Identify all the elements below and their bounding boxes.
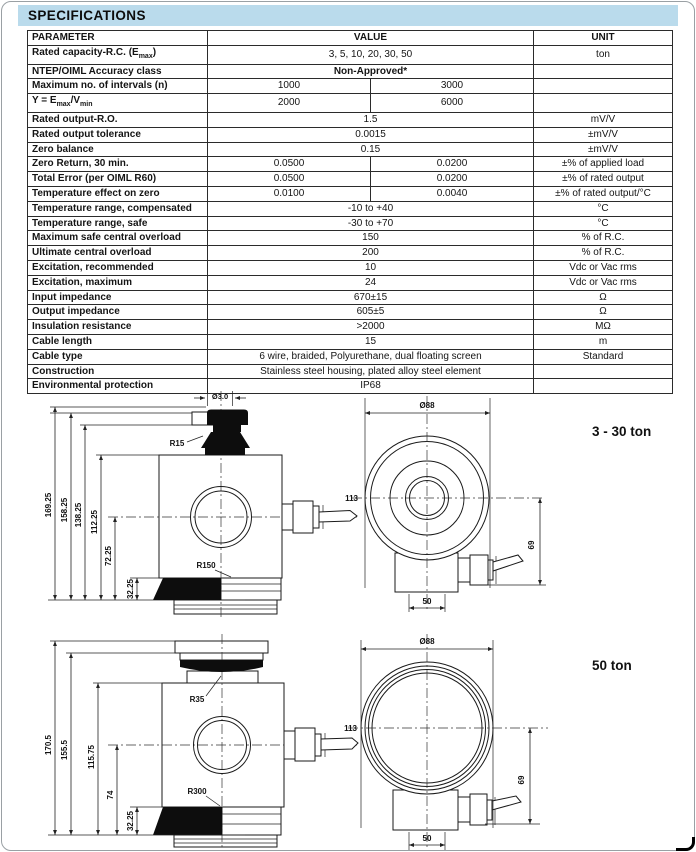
- spherical-base-black: [153, 578, 221, 600]
- value-cell: 15: [208, 334, 534, 349]
- value-cell: >2000: [208, 320, 534, 335]
- unit-cell: mV/V: [534, 112, 673, 127]
- cable-connector: [458, 555, 523, 585]
- table-row: [28, 142, 673, 157]
- param-cell: Insulation resistance: [28, 320, 208, 335]
- param-cell: Temperature range, safe: [28, 216, 208, 231]
- col-header-parameter: PARAMETER: [28, 31, 208, 46]
- value-cell-right: 6000: [371, 94, 534, 113]
- value-cell: Non-Approved*: [208, 64, 534, 79]
- value-cell-right: 0.0040: [371, 186, 534, 201]
- page-title: SPECIFICATIONS: [28, 8, 146, 23]
- base-pedestal: [174, 835, 277, 847]
- dim-label-113: 113: [345, 494, 358, 503]
- unit-cell: % of R.C.: [534, 231, 673, 246]
- unit-cell: [534, 364, 673, 379]
- param-cell: Output impedance: [28, 305, 208, 320]
- param-cell: Rated output tolerance: [28, 127, 208, 142]
- param-cell: Cable type: [28, 349, 208, 364]
- param-cell: Environmental protection: [28, 379, 208, 394]
- table-row: [28, 172, 673, 187]
- drawing-50-ton-side-view: [40, 630, 370, 852]
- dim-label-69: 69: [517, 775, 526, 785]
- value-cell-left: 0.0500: [208, 172, 371, 187]
- param-cell: Temperature effect on zero: [28, 186, 208, 201]
- dim-label-h6: 32.25: [126, 578, 135, 600]
- unit-cell: Ω: [534, 290, 673, 305]
- dim-label-h3: 138.25: [74, 502, 83, 528]
- specifications-header-band: [18, 5, 678, 26]
- value-cell: 605±5: [208, 305, 534, 320]
- value-cell: 3, 5, 10, 20, 30, 50: [208, 45, 534, 64]
- col-header-value: VALUE: [208, 31, 534, 46]
- table-row: [28, 260, 673, 275]
- table-row: [28, 349, 673, 364]
- dim-label-r300: R300: [187, 787, 207, 796]
- dim-label-h2: 155.5: [60, 739, 69, 761]
- spherical-base-black: [153, 807, 222, 835]
- value-cell: IP68: [208, 379, 534, 394]
- rocker-pin: [192, 410, 250, 456]
- unit-cell: [534, 79, 673, 94]
- unit-cell: °C: [534, 201, 673, 216]
- value-cell: 150: [208, 231, 534, 246]
- unit-cell: m: [534, 334, 673, 349]
- value-cell: 1.5: [208, 112, 534, 127]
- unit-cell: [534, 94, 673, 113]
- value-cell-left: 2000: [208, 94, 371, 113]
- table-row: [28, 201, 673, 216]
- value-cell: 24: [208, 275, 534, 290]
- dim-label-r35: R35: [189, 695, 205, 704]
- param-cell: Zero Return, 30 min.: [28, 157, 208, 172]
- unit-cell: Vdc or Vac rms: [534, 260, 673, 275]
- value-cell-right: 0.0200: [371, 157, 534, 172]
- unit-cell: Standard: [534, 349, 673, 364]
- param-cell: Maximum no. of intervals (n): [28, 79, 208, 94]
- param-cell: NTEP/OIML Accuracy class: [28, 64, 208, 79]
- table-row: [28, 275, 673, 290]
- value-cell: 0.15: [208, 142, 534, 157]
- table-row: [28, 112, 673, 127]
- value-cell: -30 to +70: [208, 216, 534, 231]
- spherical-seat-black: [180, 660, 263, 672]
- param-cell: Temperature range, compensated: [28, 201, 208, 216]
- param-cell: Input impedance: [28, 290, 208, 305]
- page-corner-mark: [676, 837, 695, 851]
- table-row: [28, 334, 673, 349]
- value-cell: -10 to +40: [208, 201, 534, 216]
- param-cell: Construction: [28, 364, 208, 379]
- unit-cell: ±% of rated output/°C: [534, 186, 673, 201]
- param-cell: Zero balance: [28, 142, 208, 157]
- table-row: [28, 64, 673, 79]
- unit-cell: MΩ: [534, 320, 673, 335]
- unit-cell: [534, 64, 673, 79]
- dim-label-h4: 112.25: [90, 509, 99, 535]
- table-row: [28, 290, 673, 305]
- unit-cell: ±% of applied load: [534, 157, 673, 172]
- dim-label-pin-dia: Ø3.0: [211, 392, 229, 401]
- table-row: [28, 79, 673, 94]
- param-cell: Rated capacity-R.C. $(E_{max})$: [28, 45, 208, 64]
- value-cell: 670±15: [208, 290, 534, 305]
- value-cell: Stainless steel housing, plated alloy steel element: [208, 364, 534, 379]
- unit-cell: ±mV/V: [534, 142, 673, 157]
- table-row: [28, 94, 673, 113]
- dim-label-r15: R15: [169, 439, 185, 448]
- col-header-unit: UNIT: [534, 31, 673, 46]
- unit-cell: % of R.C.: [534, 246, 673, 261]
- table-row: [28, 305, 673, 320]
- value-cell: 200: [208, 246, 534, 261]
- dim-label-h3: 115.75: [87, 744, 96, 770]
- cable-connector: [458, 794, 521, 825]
- value-cell-left: 0.0100: [208, 186, 371, 201]
- value-cell-right: 0.0200: [371, 172, 534, 187]
- spec-table: [27, 30, 673, 394]
- table-row: [28, 157, 673, 172]
- unit-cell: ±mV/V: [534, 127, 673, 142]
- table-row: [28, 127, 673, 142]
- param-cell: Excitation, recommended: [28, 260, 208, 275]
- param-cell: Excitation, maximum: [28, 275, 208, 290]
- table-row: [28, 186, 673, 201]
- table-row: [28, 231, 673, 246]
- dim-label-r150: R150: [196, 561, 216, 570]
- base-square: [393, 790, 458, 830]
- drawing-3-30-ton-side-view: [40, 388, 370, 623]
- param-cell: $Y = E_{max}/V_{min}$: [28, 94, 208, 113]
- param-cell: Rated output-R.O.: [28, 112, 208, 127]
- dim-label-h2: 158.25: [60, 497, 69, 523]
- unit-cell: Vdc or Vac rms: [534, 275, 673, 290]
- table-row: [28, 364, 673, 379]
- unit-cell: ton: [534, 45, 673, 64]
- dim-label-h5: 32.25: [126, 810, 135, 832]
- dim-label-h-total: 170.5: [44, 734, 53, 756]
- param-cell: Maximum safe central overload: [28, 231, 208, 246]
- value-cell-left: 0.0500: [208, 157, 371, 172]
- param-cell: Total Error (per OIML R60): [28, 172, 208, 187]
- table-row: [28, 320, 673, 335]
- dim-label-113: 113: [344, 724, 357, 733]
- dim-label-50: 50: [422, 597, 432, 606]
- value-cell-left: 1000: [208, 79, 371, 94]
- value-cell: 10: [208, 260, 534, 275]
- load-cell-body: [159, 455, 282, 578]
- param-cell: Ultimate central overload: [28, 246, 208, 261]
- dim-label-dia88: Ø88: [419, 401, 435, 410]
- base-pedestal: [174, 600, 277, 614]
- value-cell: 0.0015: [208, 127, 534, 142]
- caption-50-ton: 50 ton: [592, 658, 632, 673]
- table-row: [28, 45, 673, 64]
- caption-3-30-ton: 3 - 30 ton: [592, 424, 652, 439]
- dim-label-h5: 72.25: [104, 545, 113, 567]
- table-row: [28, 246, 673, 261]
- param-cell: Cable length: [28, 334, 208, 349]
- unit-cell: Ω: [534, 305, 673, 320]
- dim-label-dia88: Ø88: [419, 637, 435, 646]
- unit-cell: ±% of rated output: [534, 172, 673, 187]
- value-cell-right: 3000: [371, 79, 534, 94]
- table-header-row: [28, 31, 673, 46]
- dim-label-50: 50: [422, 834, 432, 843]
- dim-label-h-total: 169.25: [44, 492, 53, 518]
- unit-cell: °C: [534, 216, 673, 231]
- dim-label-69: 69: [527, 540, 536, 550]
- table-row: [28, 216, 673, 231]
- value-cell: 6 wire, braided, Polyurethane, dual floating screen: [208, 349, 534, 364]
- dim-label-h4: 74: [106, 790, 115, 800]
